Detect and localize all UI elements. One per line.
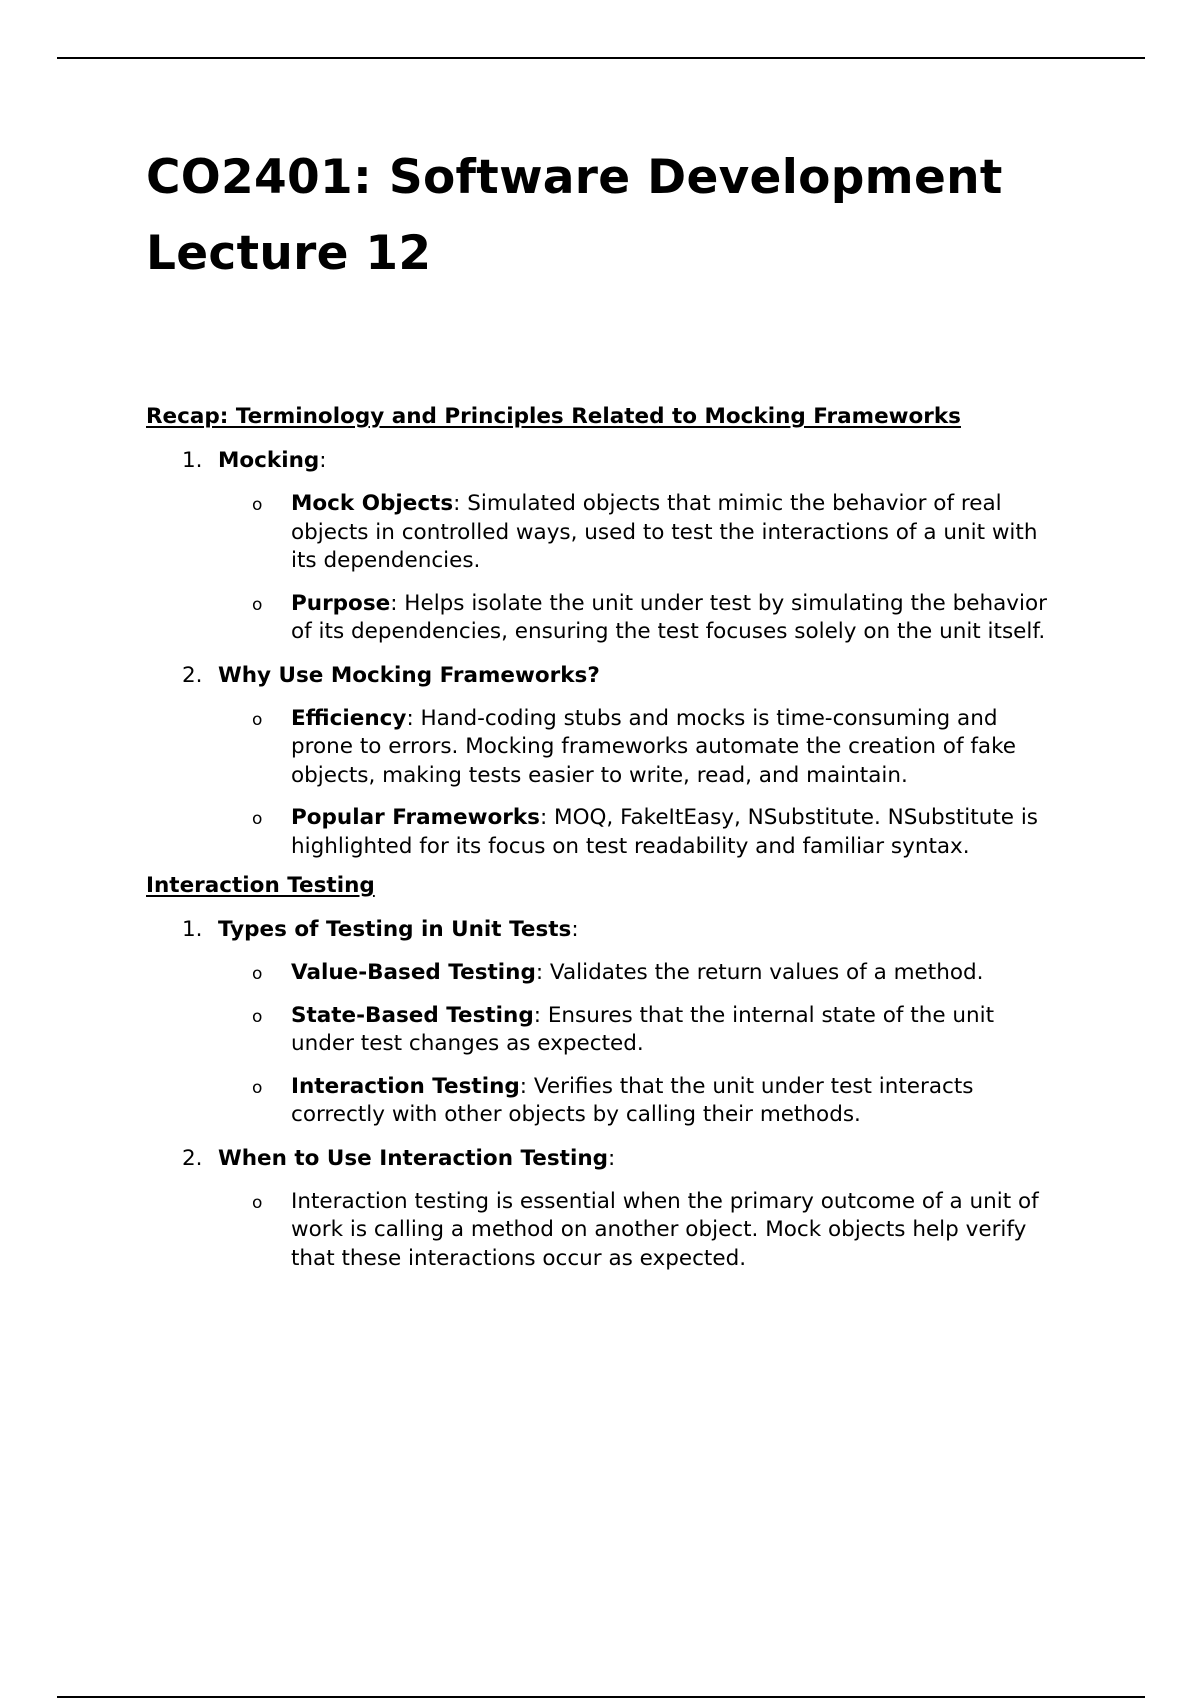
bullet-icon: o xyxy=(252,964,263,984)
list-item-heading: When to Use Interaction Testing: xyxy=(218,1145,616,1171)
list-number: 2. xyxy=(182,1145,203,1171)
sub-item-interaction-testing: o Interaction Testing: Verifies that the unit under test interacts correctly with other objects by calling their methods. xyxy=(252,1073,974,1127)
list-item-when-to-use xyxy=(146,1144,1066,1274)
sub-list xyxy=(218,705,1066,862)
list-item-heading: Types of Testing in Unit Tests: xyxy=(218,917,579,942)
recap-list xyxy=(146,446,1066,861)
bullet-icon: o xyxy=(252,1192,263,1213)
sub-item-popular-frameworks: o Popular Frameworks: MOQ, FakeItEasy, NSubstitute. NSubstitute is highlighted for its focus on test readability and familiar syntax. xyxy=(252,805,1039,859)
list-number: 1. xyxy=(182,448,203,473)
header-rule xyxy=(57,57,1145,59)
sub-item-efficiency: o Efficiency: Hand-coding stubs and mocks is time-consuming and prone to errors. Mocking frameworks automate the creation of fake objects, making tests easier to write, read, and maintain. xyxy=(252,705,1017,788)
list-item-why-mocking-frameworks xyxy=(146,661,1066,862)
bullet-icon: o xyxy=(252,1006,263,1027)
sub-list xyxy=(218,490,1066,647)
list-number: 2. xyxy=(182,662,203,688)
bullet-icon: o xyxy=(252,809,263,829)
title-line-2: Lecture 12 xyxy=(146,226,432,281)
interaction-list xyxy=(146,915,1066,1273)
footer-rule xyxy=(57,1696,1145,1698)
sub-item-when-essential: o Interaction testing is essential when the primary outcome of a unit of work is calling a method on another object. Mock objects help verify that these interactions occur as expected. xyxy=(252,1188,1039,1271)
section-heading-interaction-testing: Interaction Testing xyxy=(146,873,375,898)
list-item-heading: Mocking: xyxy=(218,448,327,473)
list-item-mocking xyxy=(146,446,1066,647)
document-page xyxy=(146,140,1066,1273)
list-item-heading: Why Use Mocking Frameworks? xyxy=(218,662,600,688)
section-heading-recap: Recap: Terminology and Principles Related to Mocking Frameworks xyxy=(146,404,961,429)
list-number: 1. xyxy=(182,917,203,942)
sub-list xyxy=(218,959,1066,1130)
sub-item-value-based: o Value-Based Testing: Validates the return values of a method. xyxy=(218,959,1061,988)
sub-list xyxy=(218,1188,1066,1274)
sub-item-purpose: o Purpose: Helps isolate the unit under test by simulating the behavior of its dependencies, ensuring the test focuses solely on the unit itself. xyxy=(252,590,1047,644)
sub-item-state-based: o State-Based Testing: Ensures that the internal state of the unit under test changes as expected. xyxy=(252,1002,995,1056)
title-line-1: CO2401: Software Development xyxy=(146,150,1003,205)
bullet-icon: o xyxy=(252,709,263,730)
list-item-types-of-testing xyxy=(146,915,1066,1130)
bullet-icon: o xyxy=(252,1077,263,1098)
bullet-icon: o xyxy=(252,594,263,615)
bullet-icon: o xyxy=(252,495,263,515)
document-title xyxy=(146,140,1066,292)
sub-item-mock-objects: o Mock Objects: Simulated objects that mimic the behavior of real objects in controlled ways, used to test the interactions of a unit with its dependencies. xyxy=(252,491,1038,573)
